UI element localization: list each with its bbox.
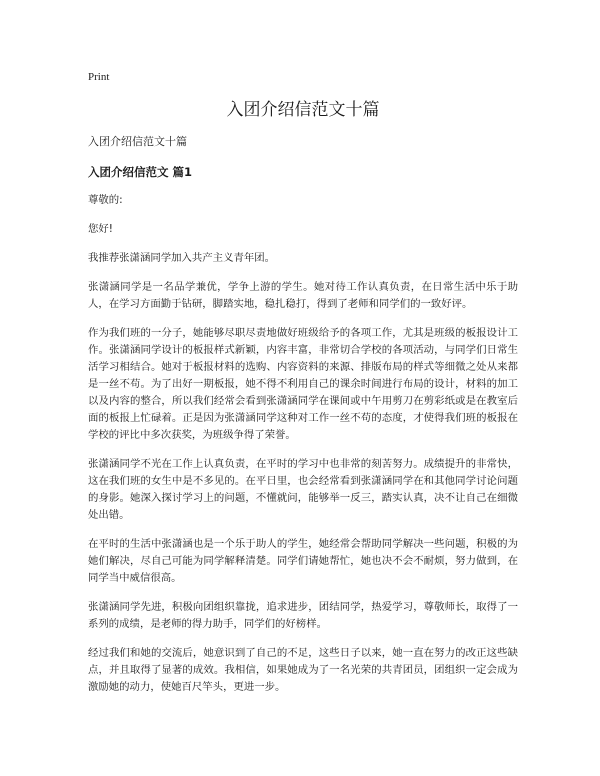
page-title: 入团介绍信范文十篇 (226, 100, 380, 120)
document-page (88, 70, 518, 708)
body-paragraph: 张潇涵同学是一名品学兼优，学争上游的学生。她对待工作认真负责，在日常生活中乐于助人，在学习方面勤于钻研，脚踏实地，稳扎稳打，得到了老师和同学们的一致好评。 (88, 281, 518, 310)
body-paragraph: 作为我们班的一分子，她能够尽职尽责地做好班级给予的各项工作，尤其是班级的板报设计工作。张潇涵同学设计的板报样式新颖，内容丰富，非常切合学校的各项活动，与同学们日常生活学习相结合。她对于板报材料的选购、内容资料的来源、排版布局的样式等细微之处从来都是一丝不苟。为了出好一期板报，她不得不利用自己的课余时间进行布局的设计，材料的加工以及内容的整合，所以我们经常会看到张潇涵同学在课间或中午用剪刀在剪彩纸或是在教室后面的板报上忙碌着。正是因为张潇涵同学这种对工作一丝不苟的态度，才使得我们班的板报在学校的评比中多次获奖，为班级争得了荣誉。 (88, 327, 518, 441)
print-link[interactable]: Print (88, 71, 110, 83)
body-paragraph: 张潇涵同学不光在工作上认真负责，在平时的学习中也非常的刻苦努力。成绩提升的非常快，这在我们班的女生中是不多见的。在平日里，也会经常看到张潇涵同学在和其他同学讨论问题的身影。她深入探讨学习上的问题，不懂就问，能够举一反三，踏实认真，决不让自己在细微处出错。 (88, 458, 518, 521)
body-paragraph: 经过我们和她的交流后，她意识到了自己的不足，这些日子以来，她一直在努力的改正这些缺点，并且取得了显著的成效。我相信，如果她成为了一名光荣的共青团员，团组织一定会成为激励她的动力，使她百尺竿头，更进一步。 (88, 647, 518, 693)
body-paragraph: 张潇涵同学先进，积极向团组织靠拢，追求进步，团结同学，热爱学习，尊敬师长，取得了一系列的成绩，是老师的得力助手，同学们的好榜样。 (88, 601, 518, 630)
section-heading: 入团介绍信范文 篇1 (88, 165, 193, 179)
body-paragraph: 我推荐张潇涵同学加入共产主义青年团。 (88, 252, 276, 264)
letter-body (88, 192, 518, 696)
document-subtitle: 入团介绍信范文十篇 (88, 135, 187, 148)
greeting: 您好! (88, 223, 113, 235)
body-paragraph: 在平时的生活中张潇涵也是一个乐于助人的学生，她经常会帮助同学解决一些问题，积极的为她们解决，尽自己可能为同学解释清楚。同学们请她帮忙，她也决不会不耐烦，努力做到，在同学当中威信很高。 (88, 538, 518, 584)
salutation: 尊敬的: (88, 194, 123, 206)
